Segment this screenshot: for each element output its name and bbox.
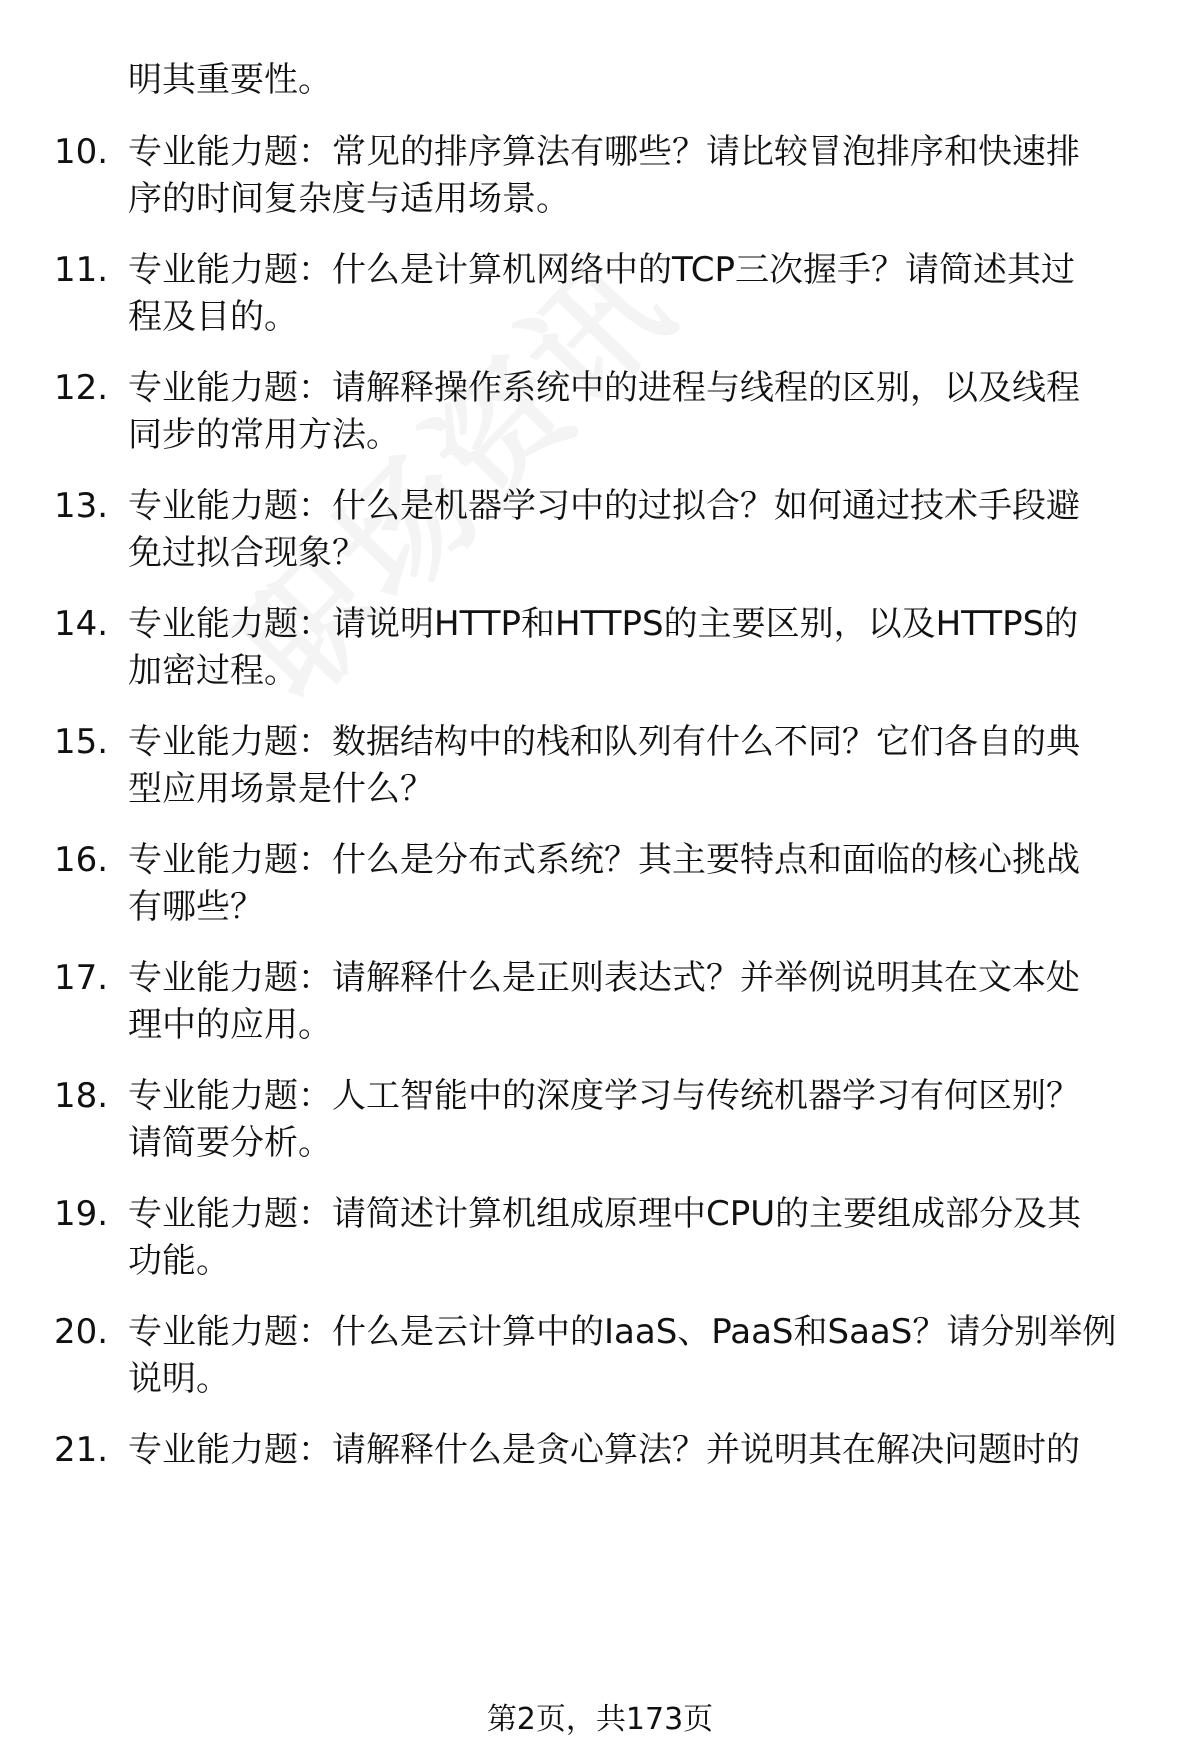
question-text-line-2: 程及目的。 xyxy=(128,297,298,337)
continued-text-line: 明其重要性。 xyxy=(128,60,332,100)
question-text-line-2: 同步的常用方法。 xyxy=(128,415,400,455)
question-text-line-1: 专业能力题：数据结构中的栈和队列有什么不同？它们各自的典 xyxy=(128,722,1080,762)
question-text-line-1: 专业能力题：什么是分布式系统？其主要特点和面临的核心挑战 xyxy=(128,840,1080,880)
question-text-line-2: 说明。 xyxy=(128,1359,230,1399)
question-text-line-1: 专业能力题：请解释操作系统中的进程与线程的区别，以及线程 xyxy=(128,368,1080,408)
question-text-line-1: 专业能力题：人工智能中的深度学习与传统机器学习有何区别？ xyxy=(128,1076,1080,1116)
question-text-line-1: 专业能力题：请简述计算机组成原理中CPU的主要组成部分及其 xyxy=(128,1194,1082,1234)
question-number: 12. xyxy=(54,368,109,408)
question-text-line-2: 有哪些？ xyxy=(128,887,264,927)
question-text-line-1: 专业能力题：什么是计算机网络中的TCP三次握手？请简述其过 xyxy=(128,250,1076,290)
question-text-line-1: 专业能力题：常见的排序算法有哪些？请比较冒泡排序和快速排 xyxy=(128,132,1080,172)
question-number: 21. xyxy=(54,1430,109,1470)
question-text-line-1: 专业能力题：请解释什么是贪心算法？并说明其在解决问题时的 xyxy=(128,1430,1080,1470)
question-number: 13. xyxy=(54,486,109,526)
question-number: 14. xyxy=(54,604,109,644)
question-text-line-2: 功能。 xyxy=(128,1241,230,1281)
question-text-line-2: 型应用场景是什么？ xyxy=(128,769,434,809)
question-number: 17. xyxy=(54,958,109,998)
question-number: 10. xyxy=(54,132,109,172)
question-number: 11. xyxy=(54,250,109,290)
question-number: 15. xyxy=(54,722,109,762)
question-text-line-2: 理中的应用。 xyxy=(128,1005,332,1045)
question-text-line-2: 序的时间复杂度与适用场景。 xyxy=(128,179,570,219)
question-text-line-1: 专业能力题：什么是机器学习中的过拟合？如何通过技术手段避 xyxy=(128,486,1080,526)
question-text-line-2: 请简要分析。 xyxy=(128,1123,332,1163)
question-text-line-2: 免过拟合现象？ xyxy=(128,533,366,573)
question-number: 18. xyxy=(54,1076,109,1116)
question-text-line-1: 专业能力题：请说明HTTP和HTTPS的主要区别，以及HTTPS的 xyxy=(128,604,1079,644)
page-footer: 第2页，共173页 xyxy=(486,1702,714,1737)
question-number: 16. xyxy=(54,840,109,880)
question-text-line-1: 专业能力题：什么是云计算中的IaaS、PaaS和SaaS？请分别举例 xyxy=(128,1312,1117,1352)
question-text-line-1: 专业能力题：请解释什么是正则表达式？并举例说明其在文本处 xyxy=(128,958,1080,998)
question-number: 20. xyxy=(54,1312,109,1352)
question-text-line-2: 加密过程。 xyxy=(128,651,298,691)
question-number: 19. xyxy=(54,1194,109,1234)
